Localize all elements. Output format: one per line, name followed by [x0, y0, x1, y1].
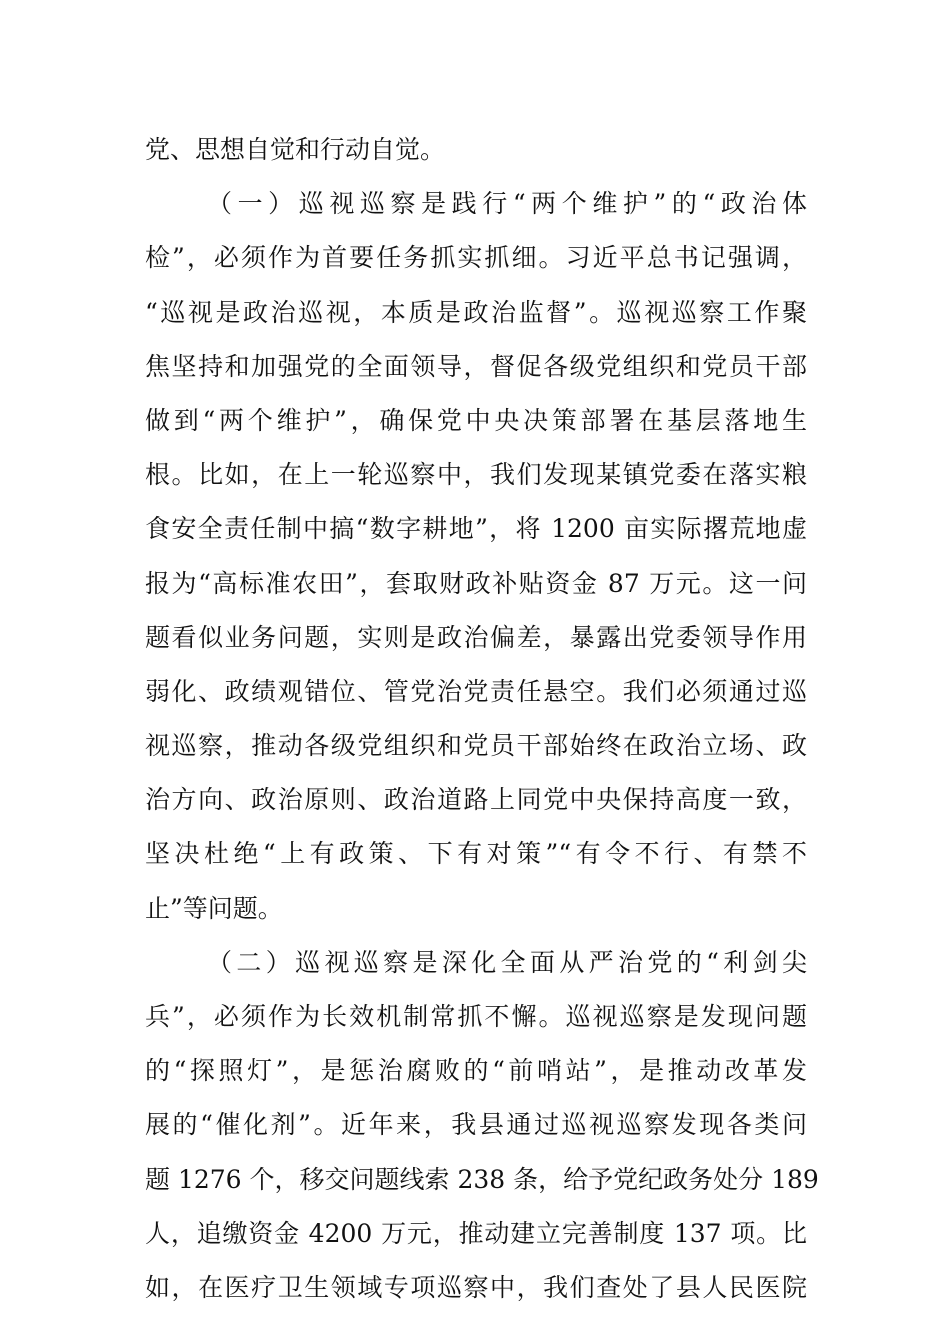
text-line: 做到“两个维护”，确保党中央决策部署在基层落地生	[145, 405, 807, 435]
text-line: 展的“催化剂”。近年来，我县通过巡视巡察发现各类问	[145, 1110, 807, 1140]
text-line: 弱化、政绩观错位、管党治党责任悬空。我们必须通过巡	[145, 676, 807, 706]
text-line: 食安全责任制中搞“数字耕地”，将 1200 亩实际撂荒地虚	[145, 514, 807, 544]
text-line: 题看似业务问题，实则是政治偏差，暴露出党委领导作用	[145, 622, 807, 652]
text-line: （一）巡视巡察是践行“两个维护”的“政治体	[207, 189, 807, 219]
text-line: 治方向、政治原则、政治道路上同党中央保持高度一致，	[145, 785, 807, 815]
text-line: （二）巡视巡察是深化全面从严治党的“利剑尖	[207, 947, 807, 977]
text-line: 如，在医疗卫生领域专项巡察中，我们查处了县人民医院	[145, 1272, 807, 1302]
text-line: 根。比如，在上一轮巡察中，我们发现某镇党委在落实粮	[145, 460, 807, 490]
text-line: 兵”，必须作为长效机制常抓不懈。巡视巡察是发现问题	[145, 1002, 807, 1031]
text-line: 焦坚持和加强党的全面领导，督促各级党组织和党员干部	[145, 351, 807, 381]
text-line: 的“探照灯”，是惩治腐败的“前哨站”，是推动改革发	[145, 1056, 807, 1086]
text-line: 坚决杜绝“上有政策、下有对策”“有令不行、有禁不	[145, 839, 807, 869]
text-line: 题 1276 个，移交问题线索 238 条，给予党纪政务处分 189	[145, 1164, 819, 1194]
text-line: 党、思想自觉和行动自觉。	[145, 135, 446, 164]
body-text	[145, 123, 819, 1315]
text-line: 检”，必须作为首要任务抓实抓细。习近平总书记强调，	[145, 243, 807, 273]
text-line: 人，追缴资金 4200 万元，推动建立完善制度 137 项。比	[145, 1218, 807, 1248]
text-line: 止”等问题。	[145, 893, 283, 923]
text-line: 报为“高标准农田”，套取财政补贴资金 87 万元。这一问	[145, 568, 807, 598]
text-line: 视巡察，推动各级党组织和党员干部始终在政治立场、政	[145, 731, 807, 761]
text-line: “巡视是政治巡视，本质是政治监督”。巡视巡察工作聚	[145, 297, 807, 327]
